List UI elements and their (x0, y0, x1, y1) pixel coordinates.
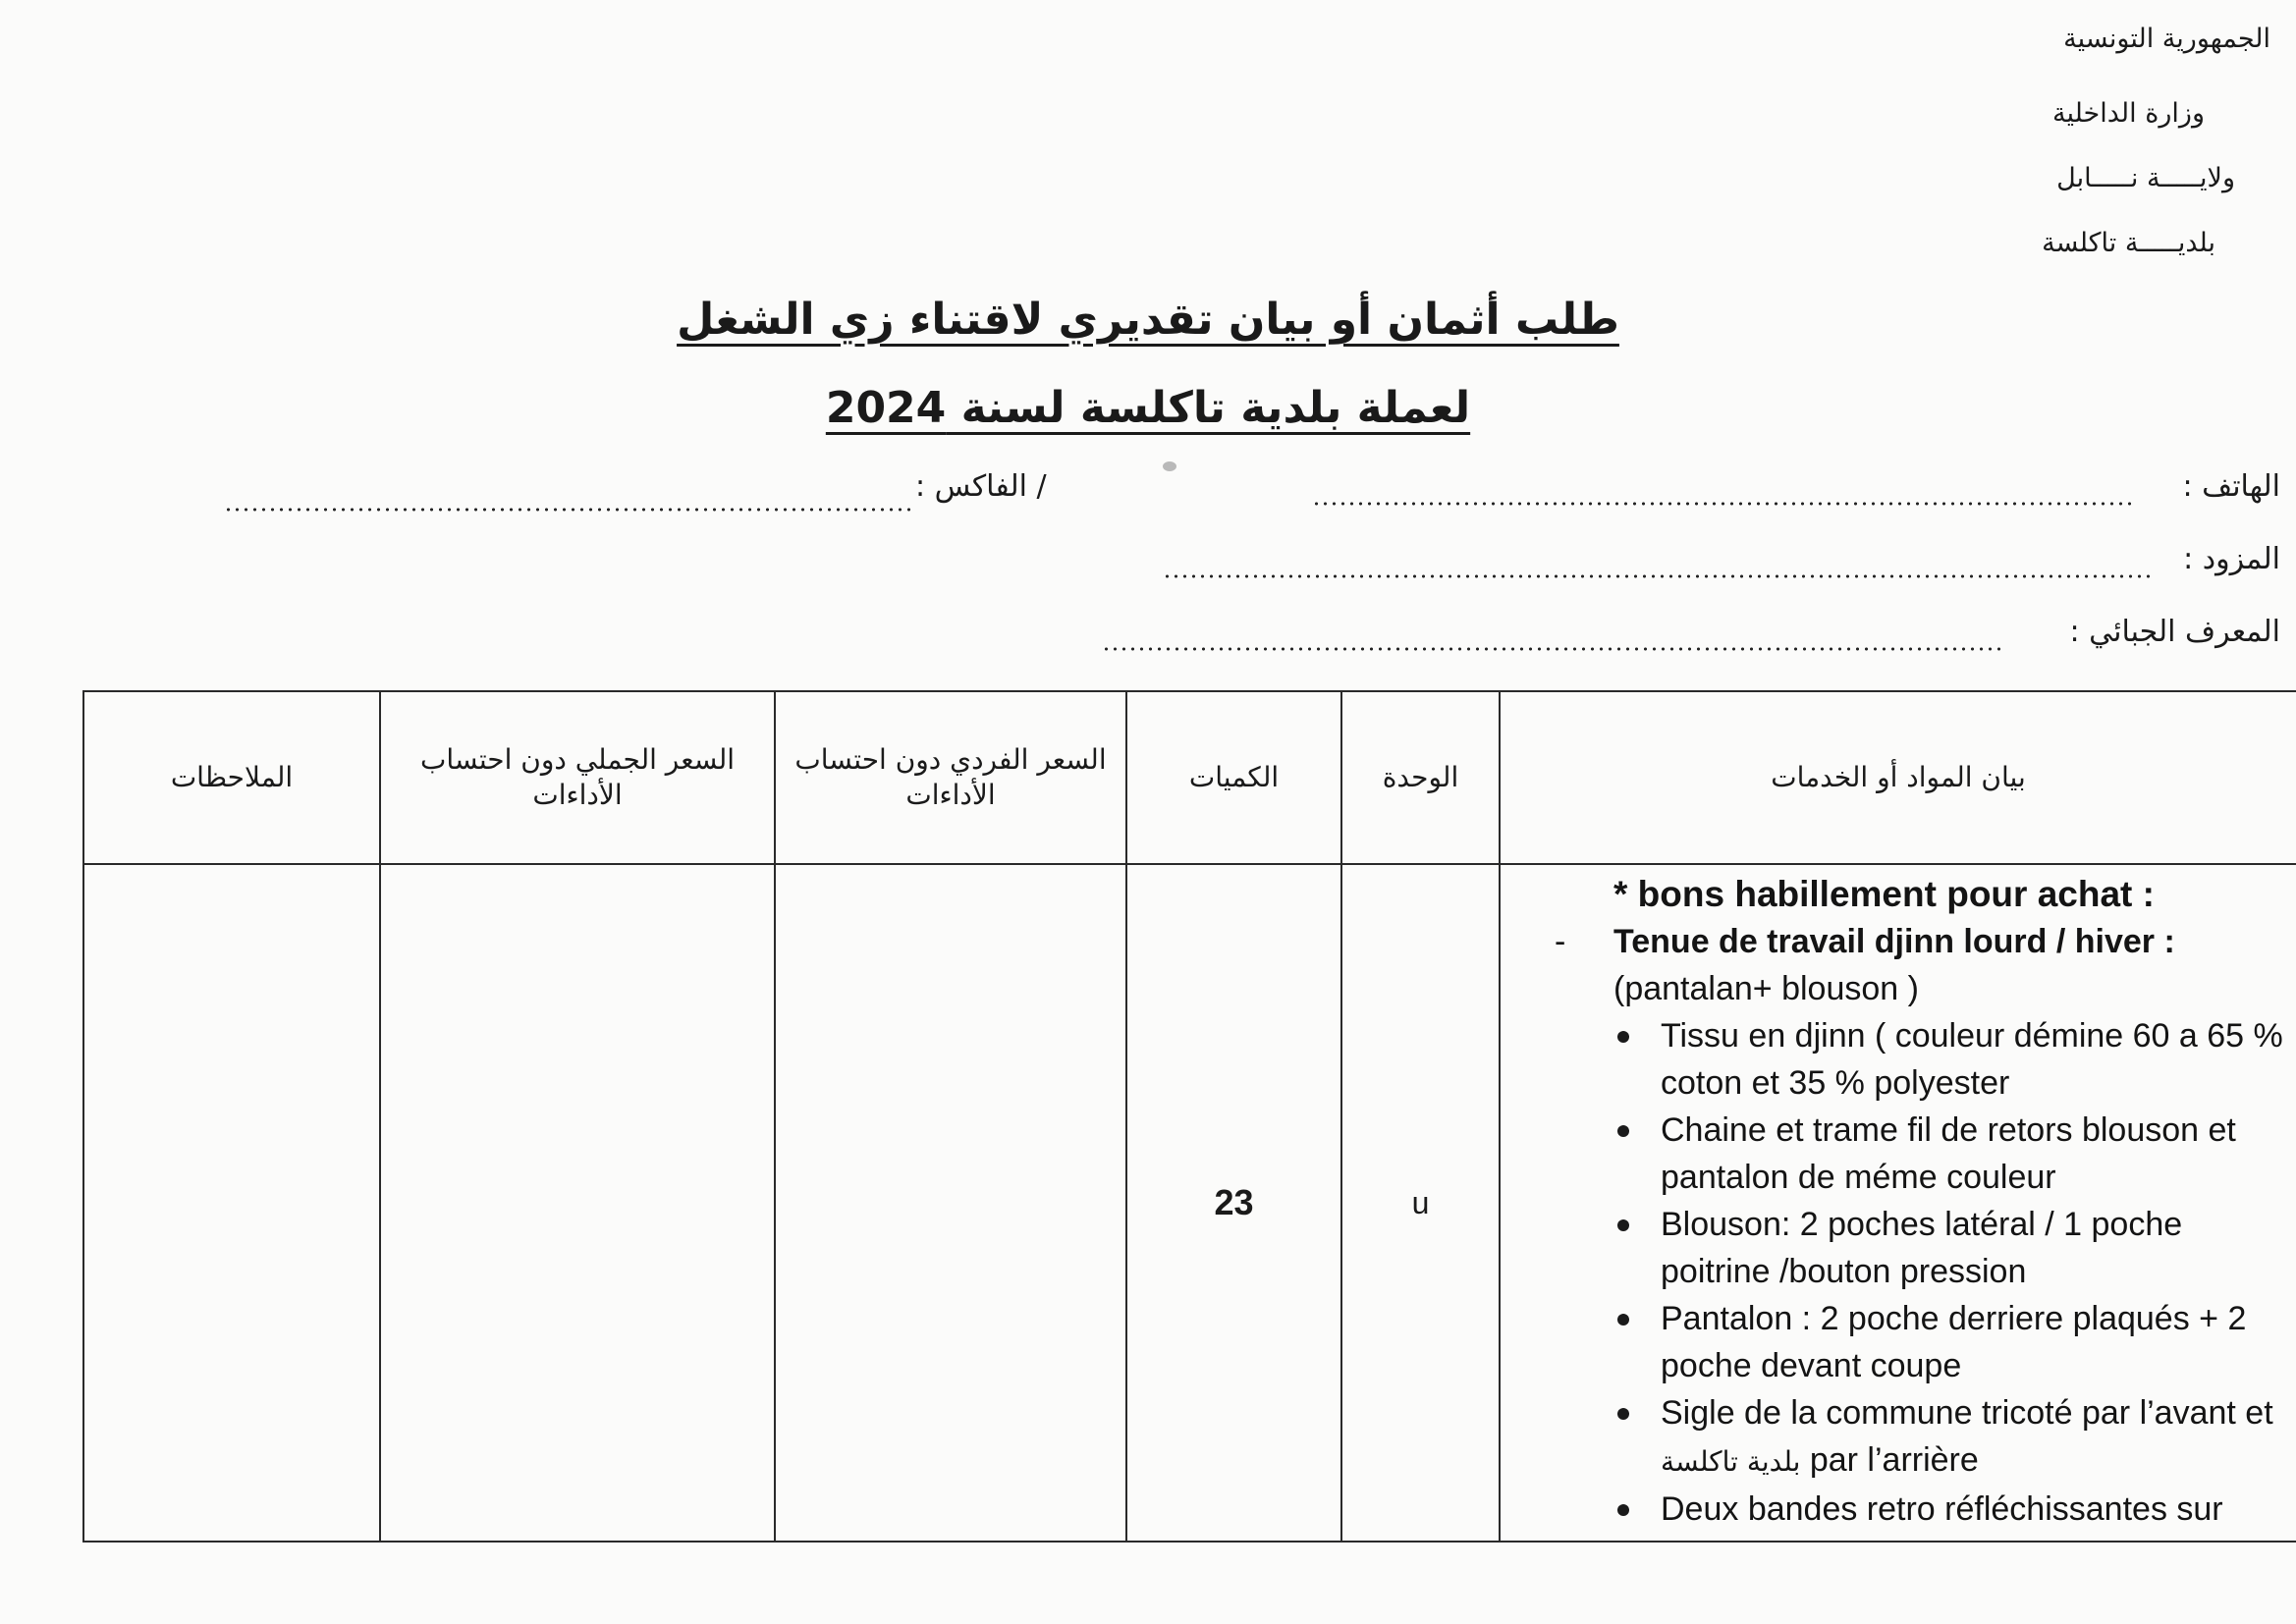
item-title (1555, 918, 2296, 965)
list-item: Pantalon : 2 poche derriere plaqués + 2 poche devant coupe (1661, 1295, 2296, 1389)
table-row (83, 864, 2296, 1542)
list-item (1661, 1389, 2296, 1486)
phone-dotted-line[interactable] (1312, 501, 2137, 507)
document-title: طلب أثمان أو بيان تقديري لاقتناء زي الشغل (677, 295, 1619, 345)
header-unit-price: السعر الفردي دون احتساب الأداءات (775, 691, 1126, 864)
table-header-row (83, 691, 2296, 864)
cell-total-price[interactable] (380, 864, 775, 1542)
header-governorate: ولايـــــة نـــــابل (2056, 163, 2235, 193)
tax-id-label: المعرف الجبائي : (2069, 615, 2280, 649)
header-unit: الوحدة (1341, 691, 1500, 864)
section-heading: * bons habillement pour achat : (1613, 874, 2155, 914)
header-ministry: وزارة الداخلية (2052, 98, 2205, 129)
cell-unit (1341, 864, 1500, 1542)
document-subtitle: لعملة بلدية تاكلسة لسنة 2024 (825, 383, 1471, 433)
cell-unit-price[interactable] (775, 864, 1126, 1542)
header-total-price: السعر الجملي دون احتساب الأداءات (380, 691, 775, 864)
bullet5-before: Sigle de la commune tricoté par l’avant et (1661, 1394, 2273, 1432)
cell-quantity (1126, 864, 1341, 1542)
header-description: بيان المواد أو الخدمات (1500, 691, 2296, 864)
list-item: Deux bandes retro réfléchissantes sur (1661, 1486, 2296, 1533)
header-remarks: الملاحظات (83, 691, 380, 864)
list-item: Tissu en djinn ( couleur démine 60 a 65 % coton et 35 % polyester (1661, 1012, 2296, 1107)
fax-dotted-line[interactable] (224, 507, 911, 513)
item-dash: - (1555, 923, 1566, 960)
header-municipality: بلديـــــة تاكلسة (2042, 228, 2215, 258)
cell-description (1500, 864, 2296, 1542)
tax-id-dotted-line[interactable] (1102, 646, 2005, 652)
quantity-value: 23 (1214, 1182, 1254, 1222)
bullet5-after: par l’arrière (1800, 1441, 1979, 1479)
unit-value: u (1411, 1184, 1430, 1220)
item-title-text: Tenue de travail djinn lourd / hiver : (1613, 923, 2175, 960)
header-quantity: الكميات (1126, 691, 1341, 864)
quote-table (82, 690, 2296, 1543)
scan-speck (1163, 461, 1176, 471)
fax-label: / الفاكس : (915, 469, 1047, 504)
bullet5-arabic: بلدية تاكلسة (1661, 1445, 1801, 1478)
item-subtitle: (pantalan+ blouson ) (1613, 970, 1919, 1007)
header-republic: الجمهورية التونسية (2063, 24, 2270, 54)
list-item: Chaine et trame fil de retors blouson et pantalon de méme couleur (1661, 1107, 2296, 1201)
list-item: Blouson: 2 poches latéral / 1 poche poitrine /bouton pression (1661, 1201, 2296, 1295)
supplier-label: المزود : (2183, 542, 2280, 576)
phone-label: الهاتف : (2182, 469, 2280, 504)
cell-remarks[interactable] (83, 864, 380, 1542)
supplier-dotted-line[interactable] (1163, 573, 2155, 579)
spec-list (1613, 1012, 2296, 1533)
